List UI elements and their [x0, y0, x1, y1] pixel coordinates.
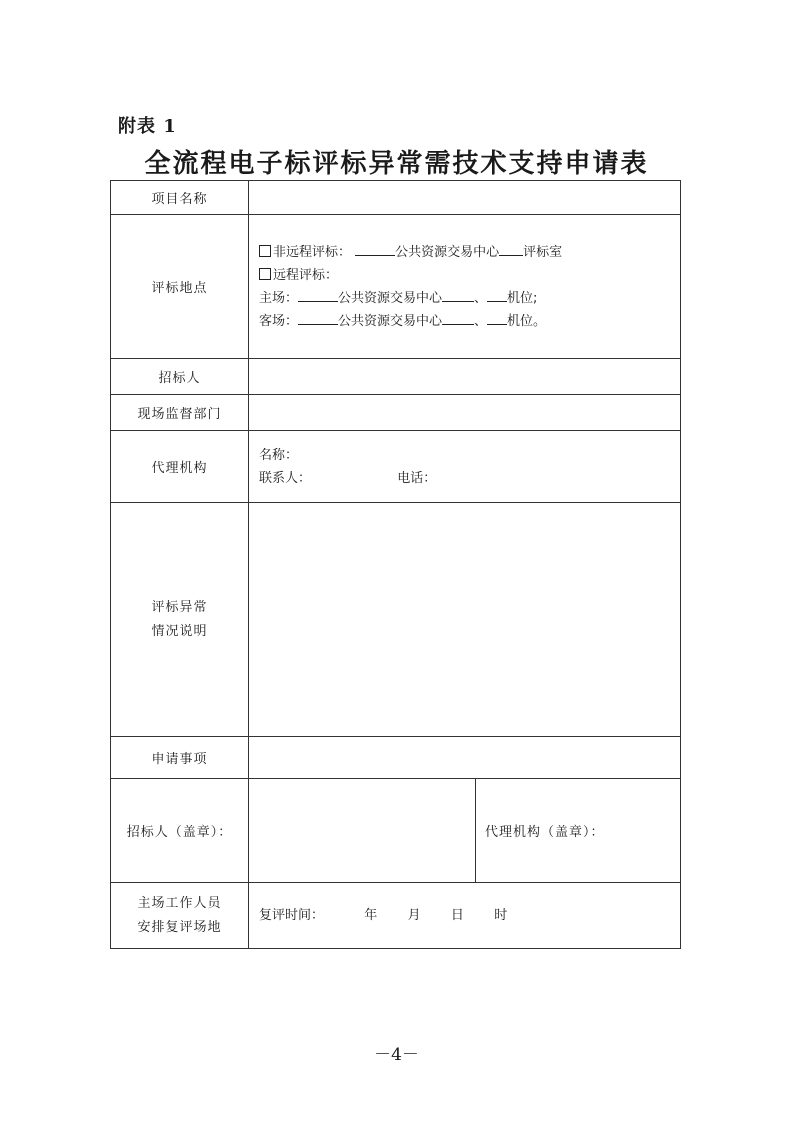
guest-venue-center-text: 公共资源交易中心 — [338, 313, 443, 329]
guest-venue-label: 客场： — [259, 313, 299, 329]
row-location — [111, 215, 681, 359]
main-venue-blank-2[interactable] — [442, 287, 474, 302]
review-time-label: 复评时间： — [259, 908, 325, 923]
review-year: 年 — [364, 908, 378, 923]
review-label-line1: 主场工作人员 — [137, 895, 222, 911]
non-remote-room-text: 评标室 — [523, 244, 563, 260]
row-request — [111, 737, 681, 779]
anomaly-label-line1: 评标异常 — [151, 599, 208, 615]
main-venue-line — [259, 287, 680, 310]
row-seal — [111, 779, 681, 883]
page-number: －4－ — [374, 1045, 419, 1065]
agency-seal-label: 代理机构（盖章）： — [485, 825, 605, 840]
non-remote-checkbox[interactable] — [259, 245, 271, 257]
tenderer-field[interactable] — [249, 359, 681, 395]
agency-contact-label: 联系人： — [259, 470, 312, 486]
guest-venue-blank-2[interactable] — [442, 310, 474, 325]
request-field[interactable] — [249, 737, 681, 779]
main-venue-blank-3[interactable] — [487, 287, 507, 302]
main-venue-sep: 、 — [474, 290, 488, 306]
main-venue-label: 主场： — [259, 290, 299, 306]
guest-venue-blank-3[interactable] — [487, 310, 507, 325]
row-agency — [111, 431, 681, 503]
non-remote-center-text: 公共资源交易中心 — [395, 244, 500, 260]
review-month: 月 — [407, 908, 421, 923]
non-remote-label: 非远程评标： — [273, 244, 352, 260]
seal-field — [249, 779, 681, 883]
project-name-field[interactable] — [249, 181, 681, 215]
location-field — [249, 215, 681, 359]
remote-line — [259, 264, 680, 287]
supervision-label: 现场监督部门 — [111, 395, 249, 431]
project-name-label: 项目名称 — [111, 181, 249, 215]
anomaly-label — [111, 503, 249, 737]
guest-venue-blank-1[interactable] — [298, 310, 338, 325]
non-remote-blank-2[interactable] — [499, 241, 523, 256]
review-label-line2: 安排复评场地 — [137, 919, 222, 935]
non-remote-line — [259, 241, 680, 264]
application-form-table — [110, 180, 681, 949]
main-venue-blank-1[interactable] — [298, 287, 338, 302]
row-review — [111, 883, 681, 949]
guest-venue-seat-text: 机位。 — [507, 313, 547, 329]
agency-label: 代理机构 — [111, 431, 249, 503]
form-title: 全流程电子标评标异常需技术支持申请表 — [144, 149, 649, 179]
review-hour: 时 — [494, 908, 508, 923]
review-day: 日 — [450, 908, 464, 923]
row-project-name — [111, 181, 681, 215]
main-venue-center-text: 公共资源交易中心 — [338, 290, 443, 306]
anomaly-description-field[interactable] — [249, 503, 681, 737]
main-venue-seat-text: 机位; — [507, 290, 538, 306]
tenderer-seal-label: 招标人（盖章）： — [111, 779, 249, 883]
request-label: 申请事项 — [111, 737, 249, 779]
attachment-label: 附表 1 — [118, 116, 177, 137]
agency-phone-label: 电话： — [397, 470, 437, 486]
supervision-field[interactable] — [249, 395, 681, 431]
row-supervision — [111, 395, 681, 431]
review-label — [111, 883, 249, 949]
guest-venue-line — [259, 310, 680, 333]
remote-label: 远程评标： — [273, 267, 339, 283]
location-label: 评标地点 — [111, 215, 249, 359]
row-anomaly — [111, 503, 681, 737]
non-remote-blank-1[interactable] — [355, 241, 395, 256]
anomaly-label-line2: 情况说明 — [151, 623, 208, 639]
review-time-field — [249, 883, 681, 949]
tenderer-label: 招标人 — [111, 359, 249, 395]
agency-name-label: 名称： — [259, 447, 299, 463]
remote-checkbox[interactable] — [259, 268, 271, 280]
tenderer-seal-area[interactable] — [249, 779, 476, 882]
agency-field — [249, 431, 681, 503]
guest-venue-sep: 、 — [474, 313, 488, 329]
row-tenderer — [111, 359, 681, 395]
